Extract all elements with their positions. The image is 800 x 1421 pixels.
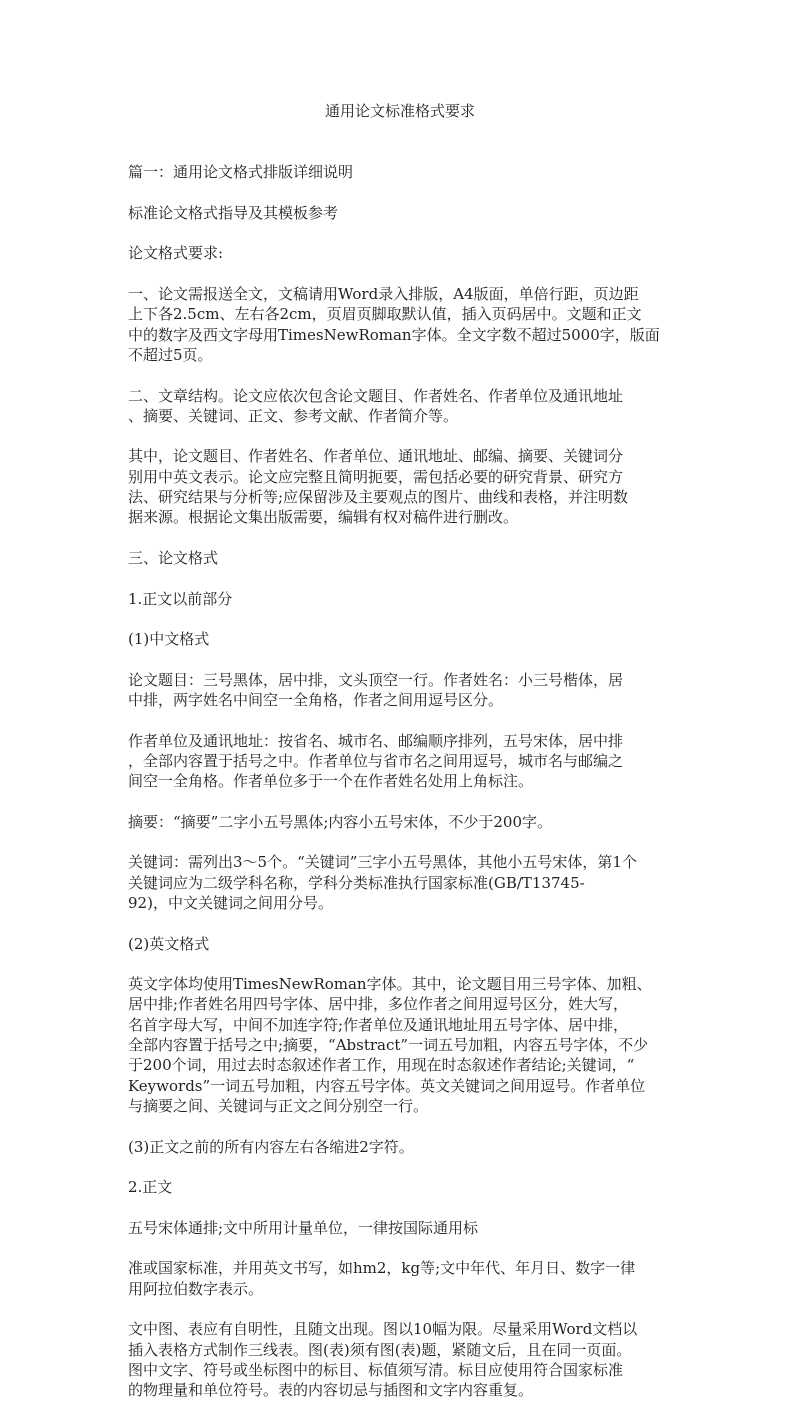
- paragraph-units: 准或国家标准，并用英文书写，如hm2，kg等;文中年代、年月日、数字一律 用阿拉伯数字表示。: [128, 1259, 636, 1298]
- paragraph-article-heading: 篇一：通用论文格式排版详细说明: [128, 163, 354, 182]
- paragraph-title-author: 论文题目：三号黑体，居中排，文头顶空一行。作者姓名：小三号楷体，居 中排，两字姓名中间空一全角格，作者之间用逗号区分。: [128, 670, 624, 710]
- paragraph-submission: 一、论文需报送全文，文稿请用Word录入排版，A4版面，单倍行距，页边距 上下各2.5cm、左右各2cm，页眉页脚取默认值，插入页码居中。文题和正文 中的数字及西文字母用TimesNewRoman字体。全文字数不超过5000字，版面 不超过5页。: [128, 285, 660, 364]
- paragraph-abstract: 摘要：“摘要”二字小五号黑体;内容小五号宋体，不少于200字。: [128, 812, 553, 831]
- paragraph-affiliation: 作者单位及通讯地址：按省名、城市名、邮编顺序排列，五号宋体，居中排 ，全部内容置于括号之中。作者单位与省市名之间用逗号，城市名与邮编之 间空一全角格。作者单位多于一个在作者姓名处用上角标注。: [128, 731, 624, 791]
- paragraph-indent: (3)正文之前的所有内容左右各缩进2字符。: [128, 1137, 414, 1156]
- paragraph-front-matter: 1.正文以前部分: [128, 589, 233, 608]
- paragraph-structure: 二、文章结构。论文应依次包含论文题目、作者姓名、作者单位及通讯地址 、摘要、关键词、正文、参考文献、作者简介等。: [128, 386, 624, 425]
- paragraph-chinese-format: (1)中文格式: [128, 630, 210, 649]
- paragraph-main-text: 2.正文: [128, 1178, 173, 1197]
- paragraph-bilingual: 其中，论文题目、作者姓名、作者单位、通讯地址、邮编、摘要、关键词分 别用中英文表示。论文应完整且简明扼要，需包括必要的研究背景、研究方 法、研究结果与分析等;应保留涉及主要观点的图片、曲线和表格，并注明数 据来源。根据论文集出版需要，编辑有权对稿件进行删改。: [128, 447, 629, 527]
- document-body: [128, 142, 668, 1421]
- paragraph-english-format: (2)英文格式: [128, 934, 210, 953]
- paragraph-typesetting: 五号宋体通排;文中所用计量单位，一律按国际通用标: [128, 1218, 479, 1237]
- document-title: 通用论文标准格式要求: [324, 102, 475, 120]
- paragraph-figures-tables: 文中图、表应有自明性，且随文出现。图以10幅为限。尽量采用Word文档以 插入表格方式制作三线表。图(表)须有图(表)题，紧随文后，且在同一页面。 图中文字、符号或坐标图中的标目、标值须写清。标目应使用符合国家标准 的物理量和单位符号。表的内容切忌与插图和文字内容重复。: [128, 1320, 638, 1400]
- paragraph-format-requirements: 论文格式要求:: [128, 244, 224, 263]
- paragraph-subtitle: 标准论文格式指导及其模板参考: [128, 203, 339, 222]
- paragraph-section-three: 三、论文格式: [128, 548, 219, 567]
- paragraph-english-details: 英文字体均使用TimesNewRoman字体。其中，论文题目用三号字体、加粗、 居中排;作者姓名用四号字体、居中排，多位作者之间用逗号区分，姓大写， 名首字母大写，中间不加连字符;作者单位及通讯地址用五号字体、居中排， 全部内容置于括号之中;摘要，“Abstract”一词五号加粗，内容五号字体，不少 于200个词，用过去时态叙述作者工作，用现在时态叙述作者结论;关键词，“ Keywords”一词五号加粗，内容五号字体。英文关键词之间用逗号。作者单位 与摘要之间、关键词与正文之间分别空一行。: [128, 975, 652, 1115]
- paragraph-keywords: 关键词：需列出3～5个。“关键词”三字小五号黑体，其他小五号宋体，第1个 关键词应为二级学科名称，学科分类标准执行国家标准(GB/T13745- 92)，中文关键词之间用分号。: [128, 853, 637, 912]
